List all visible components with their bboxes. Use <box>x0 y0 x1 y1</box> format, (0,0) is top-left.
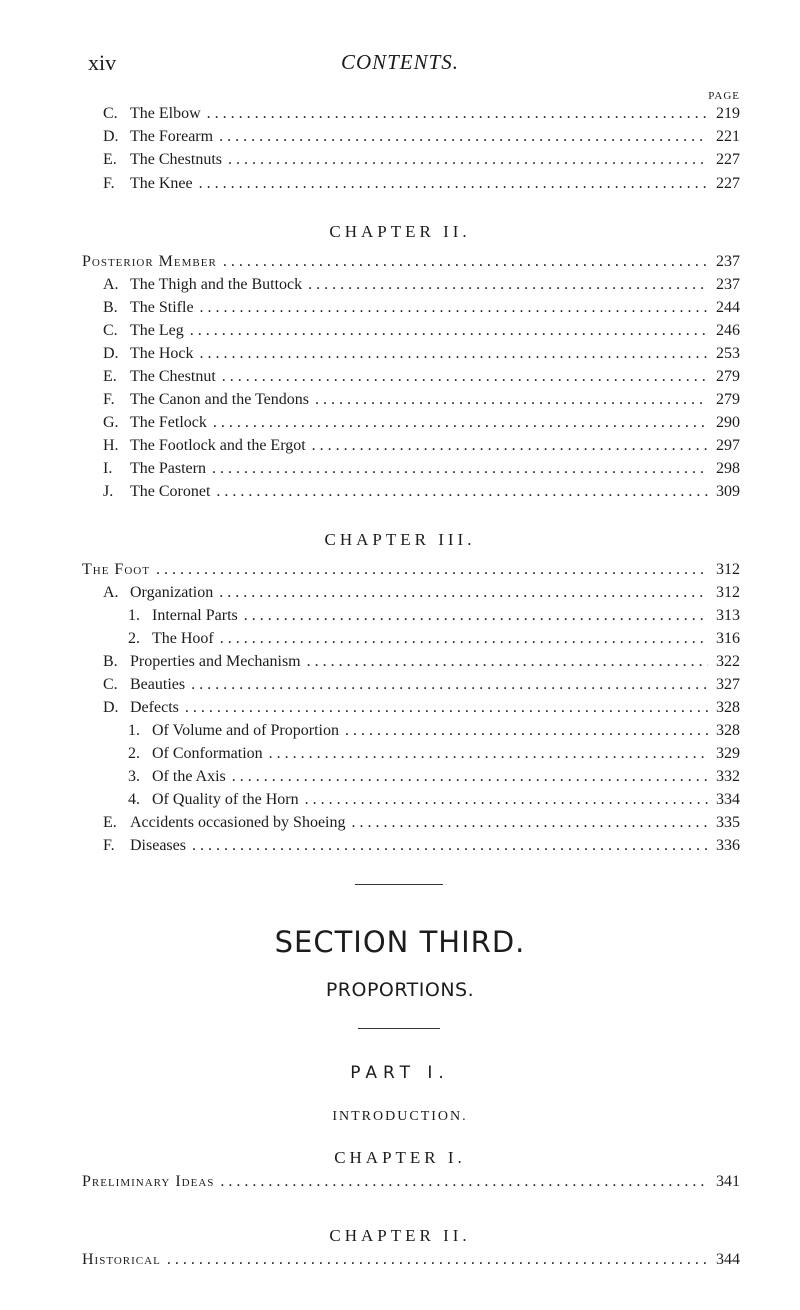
section-divider-rule <box>355 884 443 885</box>
toc-entry-hock: D. The Hock . . . 253 <box>103 344 740 364</box>
toc-entry-leg: C. The Leg . . . 246 <box>103 321 740 341</box>
toc-entry-diseases: F. Diseases . . . 336 <box>103 836 740 856</box>
toc-entry-forearm: D. The Forearm . . . 221 <box>103 127 740 147</box>
toc-entry-fetlock: G. The Fetlock . . . 290 <box>103 413 740 433</box>
toc-entry-knee: F. The Knee . . . 227 <box>103 174 740 194</box>
page-column-label: PAGE <box>708 90 740 102</box>
section-third-title: SECTION THIRD. <box>274 925 526 959</box>
toc-entry-organization: A. Organization . . . 312 <box>103 583 740 603</box>
toc-entry-elbow: C. The Elbow . . . 219 <box>103 104 740 124</box>
toc-entry-axis: 3. Of the Axis . . . 332 <box>128 767 740 787</box>
toc-entry-hoof: 2. The Hoof . . . 316 <box>128 629 740 649</box>
toc-entry-chestnuts: E. The Chestnuts . . . 227 <box>103 150 740 170</box>
part-divider-rule <box>358 1028 440 1029</box>
toc-entry-coronet: J. The Coronet . . . 309 <box>103 482 740 502</box>
toc-entry-defects: D. Defects . . . 328 <box>103 698 740 718</box>
part-title: PART I. <box>350 1063 450 1083</box>
toc-entry-posterior-member: Posterior Member . . . 237 <box>82 252 740 272</box>
toc-entry-chestnut: E. The Chestnut . . . 279 <box>103 367 740 387</box>
section-third-chapter-1-heading: CHAPTER I. <box>334 1148 466 1167</box>
toc-entry-canon: F. The Canon and the Tendons . . . 279 <box>103 390 740 410</box>
toc-entry-preliminary-ideas: Preliminary Ideas . . . 341 <box>82 1172 740 1192</box>
toc-entry-historical: Historical . . . 344 <box>82 1250 740 1270</box>
toc-entry-beauties: C. Beauties . . . 327 <box>103 675 740 695</box>
toc-entry-accidents: E. Accidents occasioned by Shoeing . . . 335 <box>103 813 740 833</box>
section-third-chapter-2-heading: CHAPTER II. <box>329 1226 471 1245</box>
toc-entry-internal-parts: 1. Internal Parts . . . 313 <box>128 606 740 626</box>
introduction-title: INTRODUCTION. <box>332 1109 468 1124</box>
toc-entry-stifle: B. The Stifle . . . 244 <box>103 298 740 318</box>
chapter-2-heading: CHAPTER II. <box>329 222 471 241</box>
page-folio: xiv <box>88 50 117 75</box>
page-header <box>0 50 800 80</box>
chapter-3-heading: CHAPTER III. <box>324 530 476 549</box>
toc-entry-volume: 1. Of Volume and of Proportion . . . 328 <box>128 721 740 741</box>
toc-entry-properties: B. Properties and Mechanism . . . 322 <box>103 652 740 672</box>
toc-entry-conformation: 2. Of Conformation . . . 329 <box>128 744 740 764</box>
toc-entry-the-foot: The Foot . . . 312 <box>82 560 740 580</box>
toc-entry-quality-horn: 4. Of Quality of the Horn . . . 334 <box>128 790 740 810</box>
running-head: CONTENTS. <box>340 50 460 74</box>
toc-entry-pastern: I. The Pastern . . . 298 <box>103 459 740 479</box>
toc-entry-footlock: H. The Footlock and the Ergot . . . 297 <box>103 436 740 456</box>
toc-entry-thigh: A. The Thigh and the Buttock . . . 237 <box>103 275 740 295</box>
section-third-subtitle: PROPORTIONS. <box>325 979 475 1001</box>
